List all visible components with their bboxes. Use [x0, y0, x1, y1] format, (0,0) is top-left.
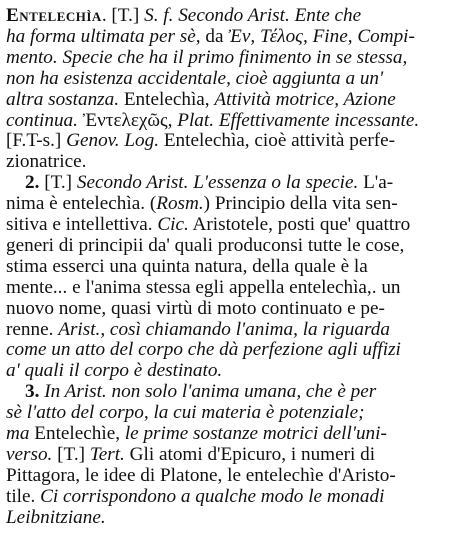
entry-text: le prime sostanze motrici dell'uni-	[124, 423, 387, 444]
entry-text: Arist., così chiamando l'anima, la riguarda	[58, 318, 390, 340]
entry-text: da	[205, 25, 229, 47]
sense-number: 3.	[25, 381, 40, 403]
entry-text: sè l'atto del corpo, la cui materia è potenziale;	[6, 402, 365, 424]
entry-line	[6, 297, 385, 320]
entry-line	[6, 234, 404, 257]
entry-line	[6, 401, 364, 424]
entry-text: . [T.]	[101, 5, 145, 26]
entry-line	[6, 25, 415, 48]
entry-text: Tert.	[89, 443, 125, 465]
entry-text: ma	[6, 423, 30, 444]
entry-line	[6, 129, 395, 152]
entry-text: ha forma ultimata per sè,	[6, 25, 206, 47]
entry-line	[25, 380, 376, 403]
entry-line	[6, 464, 396, 487]
entry-line	[6, 443, 375, 466]
entry-text: altra sostanza.	[6, 88, 120, 110]
entry-text: [F.T-s.]	[6, 130, 67, 152]
entry-line	[6, 109, 419, 132]
entry-text: continua.	[6, 109, 78, 131]
entry-text: Attività motrice, Azione	[214, 88, 396, 110]
entry-text: mento. Specie che ha il primo finimento in se stessa,	[6, 46, 408, 68]
entry-text: nima è entelechìa. (	[6, 193, 157, 215]
entry-line	[6, 318, 390, 341]
entry-text: generi di principii da' quali produconsi tutte le cose,	[6, 234, 405, 256]
entry-text: verso.	[6, 443, 53, 465]
entry-text: ) Principio della vita sen-	[203, 193, 398, 215]
entry-text: a' quali il corpo è destinato.	[6, 360, 223, 382]
entry-text: Pittagora, le idee di Platone, le entelechìe d'Aristo-	[6, 464, 396, 486]
entry-text: stima esserci una quinta natura, della quale è la	[6, 255, 368, 277]
entry-text: renne.	[6, 318, 59, 340]
entry-line	[25, 171, 393, 194]
entry-text: [T.]	[52, 443, 90, 465]
entry-line	[6, 359, 222, 382]
entry-text: Cic.	[157, 214, 189, 235]
entry-line	[6, 276, 401, 299]
sense-number: 2.	[25, 172, 40, 194]
entry-text: Ἐντελεχῶς,	[77, 109, 178, 131]
entry-line	[6, 213, 410, 236]
entry-text: tile.	[6, 485, 41, 507]
entry-text: Ci corrispondono a qualche modo le monadi	[40, 485, 385, 507]
entry-line	[6, 338, 401, 361]
entry-text: In Arist. non solo l'anima umana, che è per	[39, 381, 377, 403]
entry-text: L'a-	[358, 172, 394, 194]
entry-text: S. f. Secondo Arist.	[144, 5, 290, 26]
entry-text: Genov. Log.	[66, 130, 160, 152]
entry-line	[6, 506, 106, 529]
entry-text: Entelechìa,	[119, 88, 215, 110]
entry-text: Secondo Arist. L'essenza o la specie.	[76, 172, 359, 194]
entry-text: Gli atomi d'Epicuro, i numeri di	[124, 443, 376, 465]
entry-line	[6, 4, 361, 27]
entry-text: Ἐν, Τέλος, Fine, Compi-	[228, 25, 415, 47]
entry-line	[6, 67, 383, 90]
headword: Entelechìa	[6, 5, 102, 26]
entry-line	[6, 485, 384, 508]
entry-text: Ente che	[294, 5, 362, 26]
entry-line	[6, 46, 407, 69]
entry-text: nuovo nome, quasi virtù di moto continuato e pe-	[6, 297, 385, 319]
entry-text: zionatrice.	[6, 151, 87, 173]
entry-line	[6, 422, 387, 445]
entry-text: Entelechìa, cioè attività perfe-	[159, 130, 396, 152]
entry-text: Aristotele, posti que' quattro	[188, 214, 411, 235]
entry-text: Plat. Effettivamente incessante.	[177, 109, 420, 131]
entry-text: non ha esistenza accidentale, cioè aggiunta a un'	[6, 67, 384, 89]
entry-line	[6, 88, 396, 111]
entry-line	[6, 255, 368, 278]
entry-text: [T.]	[39, 172, 77, 194]
entry-text: mente... e l'anima stessa egli appella entelechìa,. un	[6, 276, 401, 298]
entry-text: sitiva e intellettiva.	[6, 214, 158, 235]
entry-line	[6, 150, 86, 173]
entry-text: Leibnitziane.	[6, 506, 106, 528]
entry-line	[6, 192, 398, 215]
entry-text: come un atto del corpo che dà perfezione agli uffizi	[6, 339, 401, 361]
entry-text: Rosm.	[156, 193, 204, 215]
entry-text: Entelechìe,	[29, 423, 125, 444]
